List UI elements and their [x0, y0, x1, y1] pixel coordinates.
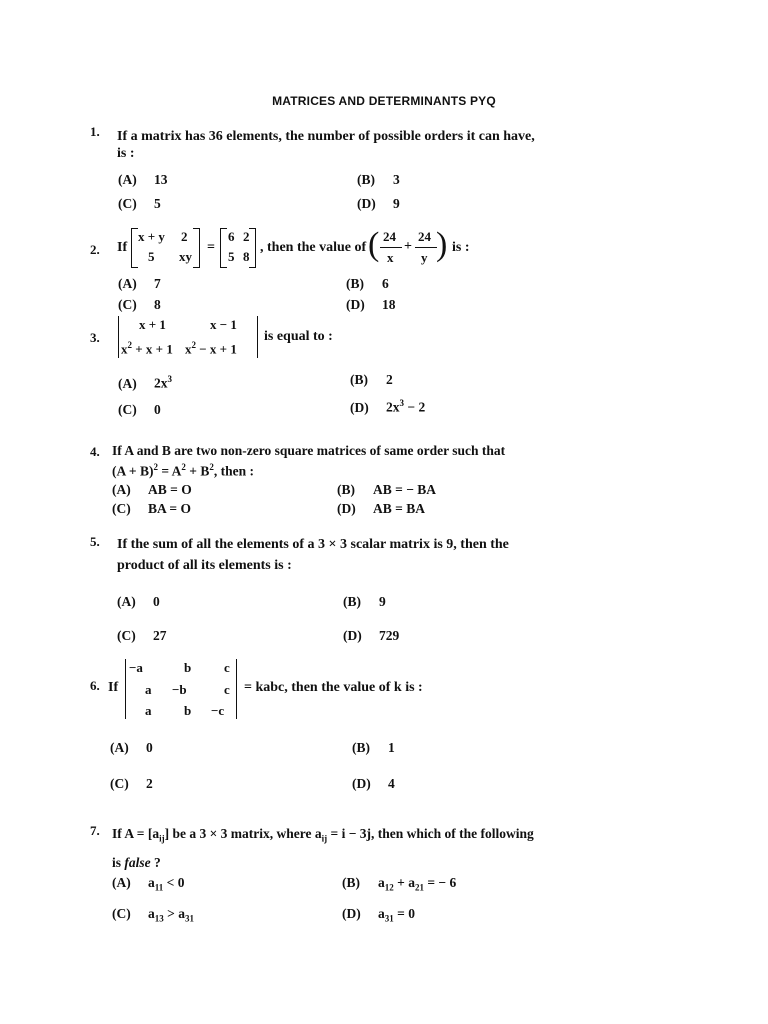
is-text: is :: [452, 240, 470, 255]
option-rest: − 2: [404, 399, 426, 415]
fraction-bar: [380, 247, 402, 248]
option-sub: 11: [154, 882, 164, 893]
option-sub: 13: [154, 913, 164, 924]
stem-exp: 2: [153, 462, 158, 472]
stem-line: If the sum of all the elements of a 3 × 3 scalar matrix is 9, then the: [117, 537, 509, 552]
option-value: 0: [154, 402, 161, 417]
option-b: [346, 276, 389, 292]
option-label: (D): [357, 196, 376, 211]
stem-part: + B: [185, 463, 210, 479]
question-number: 3.: [90, 330, 100, 345]
question-number: 1.: [90, 124, 100, 139]
option-a: [118, 276, 161, 292]
stem-line: If A and B are two non-zero square matrices of same order such that: [112, 443, 506, 458]
option-a: [110, 740, 153, 756]
det-cell: b: [184, 660, 192, 675]
stem-sub: ij: [321, 833, 328, 844]
option-value: 0: [153, 594, 160, 609]
option-label: (A): [117, 594, 136, 609]
option-label: (A): [118, 276, 137, 291]
det-cell-base: x: [121, 341, 128, 357]
plus-sign: +: [404, 239, 412, 254]
option-c: [118, 402, 161, 418]
option-sub: 21: [414, 882, 424, 893]
option-a: [117, 594, 160, 610]
bracket-left: [220, 228, 227, 268]
option-value: 9: [393, 196, 400, 211]
det-cell-rest: − x + 1: [196, 341, 237, 357]
option-value: 8: [154, 297, 161, 312]
det-cell: x − 1: [210, 317, 237, 332]
option-d: [343, 628, 399, 644]
det-cell: c: [224, 660, 230, 675]
option-a: [112, 482, 192, 498]
option-value: 18: [382, 297, 396, 312]
stem-line: is :: [117, 146, 135, 161]
option-value: AB = − BA: [373, 482, 437, 497]
question-number: 6.: [90, 678, 100, 693]
option-value: 27: [153, 628, 167, 643]
paren-right: ): [436, 226, 448, 263]
option-value: AB = BA: [373, 501, 425, 516]
option-label: (C): [118, 196, 137, 211]
det-cell: −c: [211, 703, 225, 718]
fraction-bar: [415, 247, 437, 248]
det-cell-rest: + x + 1: [132, 341, 173, 357]
matrix-cell: 6: [228, 229, 235, 244]
stem-exp: 2: [209, 462, 214, 472]
paren-left: (: [368, 226, 380, 263]
det-cell-exp: 2: [127, 340, 132, 350]
matrix-cell: 8: [243, 249, 250, 264]
option-label: (C): [118, 402, 137, 417]
option-d: [350, 398, 425, 416]
bracket-right: [193, 228, 200, 268]
option-value: BA = O: [148, 501, 191, 516]
question-number: 7.: [90, 823, 100, 838]
option-c: [117, 628, 167, 644]
stem-part: = i − 3j, then which of the following: [327, 826, 534, 841]
stem-part: (A + B): [112, 463, 154, 479]
option-b: [337, 482, 436, 498]
option-label: (D): [343, 628, 362, 643]
stem-sub: ij: [159, 833, 165, 844]
option-sub: 12: [384, 882, 394, 893]
option-label: (D): [346, 297, 365, 312]
option-value: 0: [146, 740, 153, 755]
det-cell: x + 1: [139, 317, 166, 332]
option-d: [357, 196, 400, 212]
option-b: [343, 594, 386, 610]
option-label: (A): [118, 375, 137, 391]
option-label: (B): [337, 482, 355, 497]
det-cell: [185, 340, 237, 357]
option-label: (B): [357, 172, 375, 187]
option-label: (D): [350, 399, 369, 415]
matrix-cell: xy: [179, 249, 192, 264]
fraction-numerator: 24: [418, 229, 431, 244]
question-stem: [117, 534, 587, 576]
option-part: = − 6: [423, 875, 457, 890]
option-label: (C): [118, 297, 137, 312]
stem-line: product of all its elements is :: [117, 558, 292, 573]
det-cell: [121, 340, 173, 357]
option-b: [342, 875, 456, 893]
question-number: 5.: [90, 534, 100, 549]
option-value: 1: [388, 740, 395, 755]
question-stem: [112, 822, 582, 875]
option-part: + a: [393, 875, 415, 890]
matrix-cell: 5: [228, 249, 235, 264]
option-value: 2: [146, 776, 153, 791]
option-label: (D): [337, 501, 356, 516]
option-value: 3: [393, 172, 400, 187]
stem-part: , then :: [213, 463, 254, 479]
question-stem: [112, 442, 572, 480]
option-label: (D): [352, 776, 371, 791]
option-value: AB = O: [148, 482, 192, 497]
option-label: (C): [117, 628, 136, 643]
kabc-text: = kabc, then the value of k is :: [244, 680, 423, 695]
option-value: 7: [154, 276, 161, 291]
option-label: (B): [350, 372, 368, 387]
option-value: 2x: [386, 399, 400, 415]
option-sub: 31: [184, 913, 194, 924]
option-label: (A): [112, 482, 131, 497]
option-label: (C): [110, 776, 129, 791]
fraction-numerator: 24: [383, 229, 396, 244]
option-part: a: [378, 875, 385, 890]
stem-part: ] be a 3 × 3 matrix, where a: [164, 826, 322, 841]
option-b: [352, 740, 395, 756]
det-cell-base: x: [185, 341, 192, 357]
option-value: 2: [386, 372, 393, 387]
option-part: < 0: [163, 875, 185, 890]
option-value: 729: [379, 628, 400, 643]
option-exp: 3: [399, 398, 404, 408]
then-text: , then the value of: [260, 240, 367, 255]
bracket-right: [249, 228, 256, 268]
bracket-left: [131, 228, 138, 268]
matrix-cell: 2: [243, 229, 250, 244]
option-a: [118, 172, 168, 188]
stem-line: [112, 459, 572, 480]
stem-line: [112, 822, 582, 851]
option-d: [337, 501, 425, 517]
option-part: a: [148, 875, 155, 890]
option-label: (A): [110, 740, 129, 755]
option-label: (B): [342, 875, 360, 890]
stem-part: = A: [157, 463, 182, 479]
option-label: (B): [346, 276, 364, 291]
option-part: = 0: [393, 906, 415, 921]
fraction-denominator: y: [421, 250, 428, 265]
option-c: [118, 297, 161, 313]
option-sub: 31: [384, 913, 394, 924]
option-d: [346, 297, 396, 313]
emphasis-false: false: [124, 854, 151, 870]
det-cell: a: [145, 703, 152, 718]
stem-line: If a matrix has 36 elements, the number of possible orders it can have,: [117, 129, 535, 144]
option-part: > a: [163, 906, 185, 921]
option-label: (B): [352, 740, 370, 755]
equals-sign: =: [207, 240, 215, 255]
question-number: 2.: [90, 242, 100, 257]
det-cell: −a: [129, 660, 143, 675]
if-text: If: [108, 680, 119, 695]
option-value: 2x: [154, 375, 168, 391]
option-b: [357, 172, 400, 188]
det-cell: b: [184, 703, 192, 718]
det-cell: c: [224, 682, 230, 697]
stem-part: is: [112, 854, 125, 870]
det-cell: −b: [172, 682, 187, 697]
option-value: 9: [379, 594, 386, 609]
if-text: If: [117, 240, 128, 255]
option-value: 6: [382, 276, 389, 291]
question-stem: [117, 128, 617, 162]
option-value: 4: [388, 776, 395, 791]
stem-part: If A = [a: [112, 826, 160, 841]
option-c: [110, 776, 153, 792]
option-label: (A): [118, 172, 137, 187]
option-value: 13: [154, 172, 168, 187]
matrix-cell: 2: [181, 229, 188, 244]
stem-part: ?: [150, 854, 161, 870]
question-number: 4.: [90, 444, 100, 459]
option-c: [118, 196, 161, 212]
matrix-cell: 5: [148, 249, 155, 264]
fraction-denominator: x: [387, 250, 394, 265]
stem-line: [112, 851, 582, 875]
option-label: (D): [342, 906, 361, 921]
matrix-cell: x + y: [138, 229, 165, 244]
det-cell: a: [145, 682, 152, 697]
option-c: [112, 501, 191, 517]
option-c: [112, 906, 194, 924]
option-b: [350, 372, 393, 388]
option-value: 5: [154, 196, 161, 211]
det-cell-exp: 2: [191, 340, 196, 350]
option-label: (A): [112, 875, 131, 890]
equal-to-text: is equal to :: [264, 329, 333, 344]
page-title: MATRICES AND DETERMINANTS PYQ: [272, 94, 496, 108]
option-label: (B): [343, 594, 361, 609]
option-part: a: [378, 906, 385, 921]
stem-exp: 2: [181, 462, 186, 472]
option-part: a: [148, 906, 155, 921]
option-exp: 3: [167, 374, 172, 384]
option-a: [112, 875, 184, 893]
option-d: [342, 906, 415, 924]
option-a: [118, 374, 172, 392]
option-label: (C): [112, 501, 131, 516]
option-label: (C): [112, 906, 131, 921]
option-d: [352, 776, 395, 792]
